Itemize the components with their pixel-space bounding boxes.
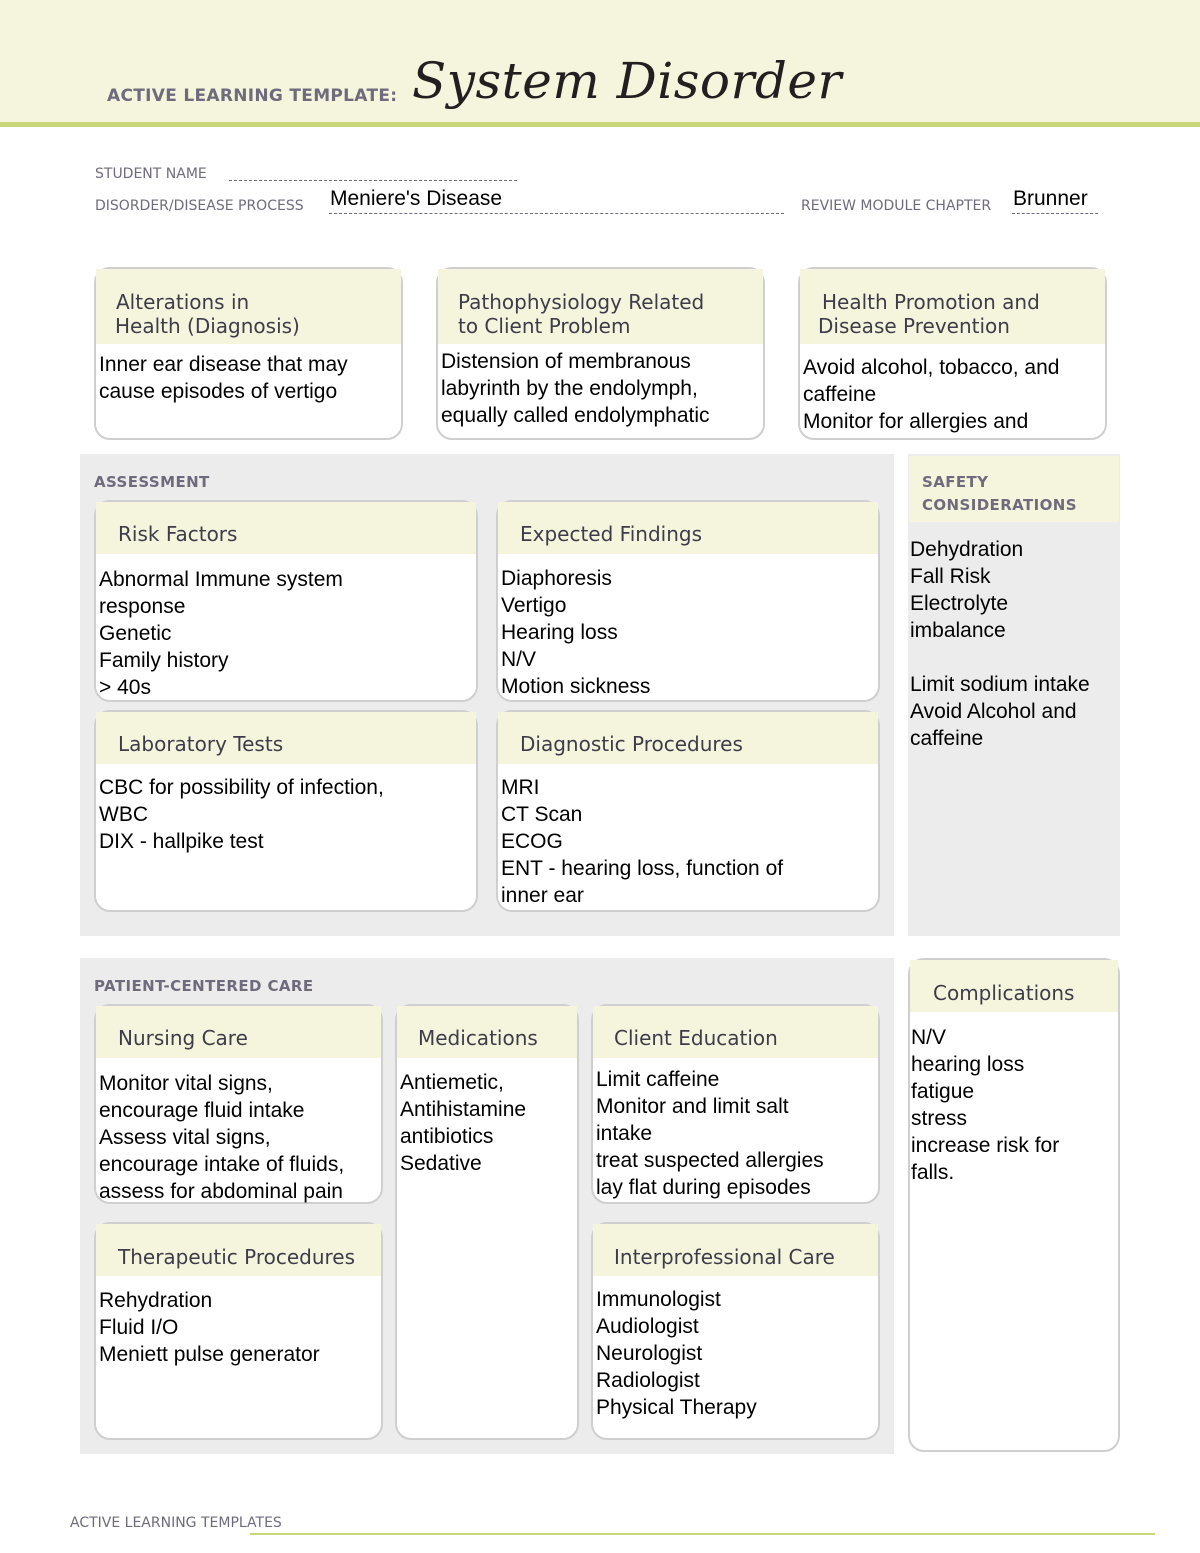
card-line: Family history bbox=[99, 649, 229, 672]
patient-centered-care-label: PATIENT-CENTERED CARE bbox=[94, 977, 314, 995]
card-line: inner ear bbox=[501, 884, 584, 907]
safety-line: Limit sodium intake bbox=[910, 673, 1090, 696]
card-body bbox=[501, 774, 872, 907]
card-line: MRI bbox=[501, 776, 540, 799]
student-name-label: STUDENT NAME bbox=[95, 166, 207, 182]
safety-line: Electrolyte bbox=[910, 592, 1009, 615]
card-line: lay flat during episodes bbox=[596, 1176, 811, 1199]
card-line: response bbox=[99, 595, 186, 618]
card-line: WBC bbox=[99, 803, 148, 826]
safety-line: Fall Risk bbox=[910, 565, 991, 588]
card-title-line1: Pathophysiology Related bbox=[458, 290, 705, 314]
client-education-card bbox=[591, 1004, 880, 1204]
diagnostic-procedures-card bbox=[496, 710, 880, 912]
footer-divider bbox=[250, 1533, 1155, 1535]
student-name-field[interactable] bbox=[229, 180, 517, 181]
card-title-line2: to Client Problem bbox=[458, 314, 631, 338]
card-line: Abnormal Immune system bbox=[99, 568, 343, 591]
card-body bbox=[911, 1024, 1112, 1194]
template-label: ACTIVE LEARNING TEMPLATE: bbox=[107, 86, 398, 106]
alterations-in-health-card bbox=[94, 267, 403, 440]
card-line: Radiologist bbox=[596, 1369, 700, 1392]
card-line: antibiotics bbox=[400, 1125, 494, 1148]
card-body bbox=[400, 1069, 571, 1189]
card-title-line1: Health Promotion and bbox=[822, 290, 1040, 314]
card-body bbox=[99, 1070, 375, 1203]
card-line: hearing loss bbox=[911, 1053, 1025, 1076]
card-line: Rehydration bbox=[99, 1289, 213, 1312]
card-body bbox=[99, 1287, 375, 1427]
card-line: Audiologist bbox=[596, 1315, 699, 1338]
card-line: Genetic bbox=[99, 622, 172, 645]
card-line: Immunologist bbox=[596, 1288, 721, 1311]
card-line: Hearing loss bbox=[501, 621, 618, 644]
health-promotion-card bbox=[798, 267, 1107, 440]
safety-line: caffeine bbox=[910, 727, 984, 750]
therapeutic-procedures-card bbox=[94, 1222, 383, 1440]
safety-line bbox=[910, 644, 1122, 671]
footer-text: ACTIVE LEARNING TEMPLATES bbox=[70, 1515, 282, 1531]
disorder-label: DISORDER/DISEASE PROCESS bbox=[95, 198, 304, 214]
card-line: fatigue bbox=[911, 1080, 975, 1103]
card-title: Nursing Care bbox=[118, 1026, 248, 1050]
safety-body bbox=[910, 536, 1122, 752]
card-line: Limit caffeine bbox=[596, 1068, 720, 1091]
card-body bbox=[441, 348, 757, 430]
card-title: Medications bbox=[418, 1026, 538, 1050]
card-line: DIX - hallpike test bbox=[99, 830, 264, 853]
card-line: Distension of membranous bbox=[441, 350, 691, 373]
card-line: > 40s bbox=[99, 676, 151, 699]
card-line: Antihistamine bbox=[400, 1098, 527, 1121]
card-line: Motion sickness bbox=[501, 675, 651, 698]
card-line: Assess vital signs, bbox=[99, 1126, 271, 1149]
card-line: Meniett pulse generator bbox=[99, 1343, 320, 1366]
card-title: Therapeutic Procedures bbox=[118, 1245, 356, 1269]
chapter-label: REVIEW MODULE CHAPTER bbox=[801, 198, 992, 214]
card-body bbox=[501, 565, 872, 698]
card-line: Monitor and limit salt bbox=[596, 1095, 789, 1118]
header-divider bbox=[0, 122, 1200, 127]
card-line: increase risk for bbox=[911, 1134, 1060, 1157]
card-body bbox=[803, 354, 1099, 433]
card-line: assess for abdominal pain bbox=[99, 1180, 343, 1203]
card-title-line1: Alterations in bbox=[116, 290, 250, 314]
card-line: stress bbox=[911, 1107, 968, 1130]
card-line: encourage fluid intake bbox=[99, 1099, 305, 1122]
safety-label-line2: CONSIDERATIONS bbox=[922, 496, 1077, 514]
card-line: ECOG bbox=[501, 830, 563, 853]
pathophysiology-card bbox=[436, 267, 765, 440]
card-title: Risk Factors bbox=[118, 522, 238, 546]
card-title: Client Education bbox=[614, 1026, 778, 1050]
card-title: Laboratory Tests bbox=[118, 732, 284, 756]
card-line: Neurologist bbox=[596, 1342, 703, 1365]
expected-findings-card bbox=[496, 500, 880, 702]
chapter-value: Brunner bbox=[1013, 187, 1088, 210]
card-title: Diagnostic Procedures bbox=[520, 732, 743, 756]
card-line: Physical Therapy bbox=[596, 1396, 757, 1419]
assessment-label: ASSESSMENT bbox=[94, 473, 210, 491]
complications-card bbox=[908, 958, 1120, 1452]
card-line: falls. bbox=[911, 1161, 955, 1184]
card-line: Antiemetic, bbox=[400, 1071, 504, 1094]
card-line: labyrinth by the endolymph, bbox=[441, 377, 698, 400]
safety-line: imbalance bbox=[910, 619, 1006, 642]
card-line: caffeine bbox=[803, 383, 877, 406]
card-body bbox=[99, 566, 470, 699]
card-line: Fluid I/O bbox=[99, 1316, 179, 1339]
nursing-care-card bbox=[94, 1004, 383, 1204]
card-title-line2: Disease Prevention bbox=[818, 314, 1010, 338]
disorder-value: Meniere's Disease bbox=[330, 187, 503, 210]
card-line: N/V bbox=[501, 648, 537, 671]
card-line: Monitor for allergies and bbox=[803, 410, 1029, 433]
safety-line: Avoid Alcohol and bbox=[910, 700, 1077, 723]
card-body bbox=[99, 351, 395, 435]
card-title-line2: Health (Diagnosis) bbox=[115, 314, 300, 338]
card-title: Complications bbox=[933, 981, 1075, 1005]
laboratory-tests-card bbox=[94, 710, 478, 912]
medications-card bbox=[395, 1004, 579, 1440]
card-line: Monitor vital signs, bbox=[99, 1072, 273, 1095]
card-line: Inner ear disease that may bbox=[99, 353, 348, 376]
card-line: intake bbox=[596, 1122, 653, 1145]
card-line: equally called endolymphatic bbox=[441, 404, 710, 427]
card-line: encourage intake of fluids, bbox=[99, 1153, 345, 1176]
card-line: Avoid alcohol, tobacco, and bbox=[803, 356, 1060, 379]
safety-label-line1: SAFETY bbox=[922, 473, 989, 491]
card-line: N/V bbox=[911, 1026, 947, 1049]
chapter-field[interactable] bbox=[1012, 213, 1098, 214]
card-line: treat suspected allergies bbox=[596, 1149, 824, 1172]
card-title: Interprofessional Care bbox=[614, 1245, 835, 1269]
interprofessional-care-card bbox=[591, 1222, 880, 1440]
card-line: ENT - hearing loss, function of bbox=[501, 857, 784, 880]
page-title: System Disorder bbox=[412, 52, 842, 110]
card-body bbox=[99, 774, 470, 894]
disorder-field[interactable] bbox=[329, 213, 784, 214]
card-line: CBC for possibility of infection, bbox=[99, 776, 384, 799]
card-title: Expected Findings bbox=[520, 522, 702, 546]
card-line: Diaphoresis bbox=[501, 567, 612, 590]
card-body bbox=[596, 1066, 872, 1199]
risk-factors-card bbox=[94, 500, 478, 702]
card-body bbox=[596, 1286, 872, 1428]
card-line: Vertigo bbox=[501, 594, 567, 617]
card-line: Sedative bbox=[400, 1152, 482, 1175]
card-line: CT Scan bbox=[501, 803, 583, 826]
safety-line: Dehydration bbox=[910, 538, 1024, 561]
card-line: cause episodes of vertigo bbox=[99, 380, 338, 403]
